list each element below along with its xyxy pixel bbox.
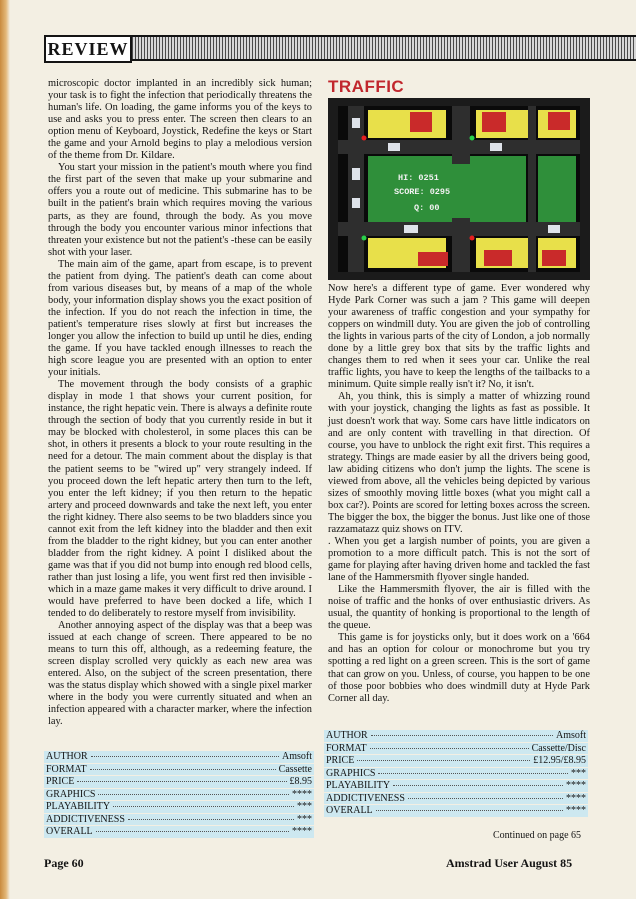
rating-row-overall bbox=[324, 805, 588, 818]
header-stripe bbox=[132, 35, 636, 61]
paragraph: The movement through the body consists of a graphic display in mode 1 that shows your current position, for instance, the right hepatic vein. There is always a definite route through the section of body that you currently reside in but it may be blocked with cholesterol, in some places this can be shot, in others it presents a block to your route resulting in the need for a detour. The main comment about the display is that the patient seems to be "wired up" very strangely indeed. If you proceed down the left hepatic artery then turn to the left, you enter the left kidney; if you then return to the hepatic artery and proceed downwards and take the next left, you enter the right kidney. There also seems to be two bladders since you cannot exit from the left kidney into the bladder and then exit from the bladder to the right kidney, but you can enter another bladder from the right kidney. A point I disliked about the game was that if you did not bump into enough red blood cells, rather than just losing a life, you went first red then invisible - which in a maze game makes it very difficult to drive around. I would have preferred to have been docked a life, which I tended to do deliberately to restore myself from invisibility. bbox=[48, 379, 312, 620]
traffic-light bbox=[362, 236, 367, 241]
rating-value: £8.95 bbox=[289, 776, 312, 787]
car-box bbox=[388, 143, 400, 151]
rating-row-overall bbox=[44, 826, 314, 839]
rating-value: **** bbox=[566, 780, 586, 791]
traffic-game-screen bbox=[328, 98, 590, 280]
red-building bbox=[542, 250, 566, 266]
leader-dots bbox=[128, 819, 294, 820]
rating-label: OVERALL bbox=[326, 805, 373, 816]
rating-row-price bbox=[324, 755, 588, 768]
paragraph: Another annoying aspect of the display was that a beep was issued at each change of screen. There appeared to be no means to turn this off, although, as a redeeming feature, the screen display scrolled very quickly as each new area was entered. Also, on the subject of the screen presentation, there was the status display which showed with a single pixel marker where in the body you were currently situated and when an infection appeared with a character marker, where the infection lay. bbox=[48, 620, 312, 728]
rating-row-author bbox=[44, 751, 314, 764]
rating-label: PRICE bbox=[46, 776, 75, 787]
leader-dots bbox=[408, 798, 563, 799]
game-title: TRAFFIC bbox=[328, 77, 405, 96]
rating-label: OVERALL bbox=[46, 826, 93, 837]
rating-value: *** bbox=[297, 813, 312, 825]
rating-value: *** bbox=[297, 801, 312, 812]
rating-label: ADDICTIVENESS bbox=[46, 813, 125, 825]
rating-value: **** bbox=[292, 788, 312, 800]
page-number: Page 60 bbox=[44, 856, 84, 870]
rating-label: PLAYABILITY bbox=[46, 801, 111, 812]
rating-label: FORMAT bbox=[326, 742, 367, 754]
red-building bbox=[410, 112, 432, 132]
rating-value: **** bbox=[292, 826, 312, 837]
rating-row-price bbox=[44, 776, 314, 789]
rating-value: **** bbox=[566, 792, 586, 804]
rating-value: Amsoft bbox=[556, 730, 586, 741]
left-article-column bbox=[48, 78, 312, 729]
rating-label: PLAYABILITY bbox=[326, 780, 391, 791]
car-box bbox=[352, 198, 360, 208]
section-label: REVIEW bbox=[44, 35, 132, 63]
rating-value: **** bbox=[566, 805, 586, 816]
leader-dots bbox=[90, 769, 276, 770]
rating-row-addictiveness bbox=[324, 793, 588, 806]
leader-dots bbox=[113, 806, 294, 807]
city-block bbox=[368, 110, 446, 138]
paragraph: This game is for joysticks only, but it does work on a '664 and has an option for colour or monochrome but you try spotting a red light on a green screen. This is the sort of game that can grow on you. Unless, of course, you happen to be one of those poor bobbies who does windmill duty at Hyde Park Corner all day. bbox=[328, 632, 590, 704]
red-building bbox=[548, 112, 570, 130]
red-building bbox=[418, 252, 448, 266]
rating-row-graphics bbox=[324, 768, 588, 781]
traffic-light bbox=[362, 136, 367, 141]
red-building bbox=[484, 250, 512, 266]
road-vertical bbox=[348, 106, 364, 272]
car-box bbox=[404, 225, 418, 233]
paragraph: Now here's a different type of game. Ever wondered why Hyde Park Corner was such a jam ? This game will deepen your awareness of traffic congestion and your sympathy for coppers on windmill duty. You are given the job of controlling the lights in various parts of the city of London, a job normally done by a little grey box that sits by the traffic lights and changes them to red when it sees your car. Unlike the real traffic lights, you have to keep the lengths of the tailbacks to a minimum. Quite simple really isn't it? No, it isn't. bbox=[328, 283, 590, 391]
hi-score-text: HI: 0251 bbox=[398, 173, 439, 183]
leader-dots bbox=[376, 810, 563, 811]
leader-dots bbox=[378, 773, 568, 774]
magazine-issue: Amstrad User August 85 bbox=[446, 856, 573, 870]
rating-value: Cassette bbox=[278, 763, 312, 775]
car-box bbox=[490, 143, 502, 151]
rating-value: Amsoft bbox=[282, 751, 312, 762]
rating-label: PRICE bbox=[326, 755, 355, 766]
rating-row-author bbox=[324, 730, 588, 743]
rating-value: Cassette/Disc bbox=[531, 742, 586, 754]
left-rating-box bbox=[44, 751, 314, 839]
rating-label: ADDICTIVENESS bbox=[326, 792, 405, 804]
paragraph: Like the Hammersmith flyover, the air is filled with the noise of traffic and the honks of over enthusiastic drivers. As usual, the quantity of honking is proportional to the length of the queue. bbox=[328, 584, 590, 632]
leader-dots bbox=[77, 781, 286, 782]
rating-label: FORMAT bbox=[46, 763, 87, 775]
leader-dots bbox=[96, 831, 289, 832]
game-screenshot bbox=[328, 98, 590, 280]
paragraph: You start your mission in the patient's mouth where you find the first part of the seven that make up your submarine and offers you a route out of medicine. This submarine has to be built in the patient's brain which requires moving the various parts, as they are found, through the body. As you move through the body you encounter various minor infections that threaten your existence but not the patient's -these can be easily shot with your laser. bbox=[48, 162, 312, 258]
leader-dots bbox=[371, 735, 553, 736]
right-article-column bbox=[328, 283, 590, 705]
paragraph: . When you get a largish number of points, you are given a promotion to a more difficult patch. This is not the sort of game for playing after having driven home and tackled the fast lane of the Hammersmith flyover single handed. bbox=[328, 535, 590, 584]
road-vertical bbox=[528, 106, 536, 272]
green-block bbox=[538, 156, 576, 230]
leader-dots bbox=[393, 785, 563, 786]
rating-row-graphics bbox=[44, 789, 314, 802]
car-box bbox=[548, 225, 560, 233]
rating-value: £12.95/£8.95 bbox=[533, 755, 586, 766]
paragraph: The main aim of the game, apart from escape, is to prevent the patient from dying. The patient's death can come about from various diseases but, by means of a map of the whole body, your information display shows you the exact position of the infection. If you do not reach the infection in time, the patient's temperature rises slowly at first but increases the longer you allow the infection to build up until he dies, ending the game. If you have tackled enough illnesses to reach the high score league you are presented with an option to enter your initials. bbox=[48, 258, 312, 379]
leader-dots bbox=[357, 760, 530, 761]
rating-row-format bbox=[324, 743, 588, 756]
rating-row-addictiveness bbox=[44, 814, 314, 827]
leader-dots bbox=[98, 794, 289, 795]
car-box bbox=[352, 168, 360, 180]
red-building bbox=[482, 112, 506, 132]
rating-label: AUTHOR bbox=[326, 730, 368, 741]
q-text: Q: 00 bbox=[414, 203, 440, 213]
leader-dots bbox=[370, 748, 529, 749]
paragraph: microscopic doctor implanted in an incredibly sick human; your task is to fight the infection that periodically threatens the human's life. On loading, the game informs you of the keys to use and asks you to press enter. The screen then clears to an option menu of Keyboard, Joystick, Redefine the keys or Start the game and your Arnold begins to play a melodious version of the theme from Dr. Kildare. bbox=[48, 78, 312, 162]
car-box bbox=[352, 118, 360, 128]
rating-label: GRAPHICS bbox=[326, 767, 376, 779]
page-binding-edge bbox=[0, 0, 10, 899]
rating-label: AUTHOR bbox=[46, 751, 88, 762]
rating-row-playability bbox=[324, 780, 588, 793]
rating-value: *** bbox=[571, 767, 586, 779]
paragraph: Ah, you think, this is simply a matter of whizzing round with your joystick, changing the lights as fast as possible. It just doesn't work that way. Some cars have little indicators on and are only content with travelling in that direction. Of course, you have to unblock the right exit first. This requires a strategy. Things are made easier by all the drivers being good, law abiding citizens who don't jump the lights. The scene is viewed from above, all the vehicles being depicted by various sizes of smoothly moving little boxes (what you might call a box car?). Points are scored for letting boxes across the screen. The bigger the box, the bigger the bonus. Just like one of those razzamatazz quiz shows on ITV. bbox=[328, 391, 590, 535]
rating-row-playability bbox=[44, 801, 314, 814]
rating-row-format bbox=[44, 764, 314, 777]
traffic-light bbox=[470, 136, 475, 141]
traffic-rating-box bbox=[324, 730, 588, 818]
rating-label: GRAPHICS bbox=[46, 788, 96, 800]
traffic-light bbox=[470, 236, 475, 241]
leader-dots bbox=[91, 756, 279, 757]
score-text: SCORE: 0295 bbox=[394, 187, 451, 197]
continued-note: Continued on page 65 bbox=[493, 830, 582, 841]
